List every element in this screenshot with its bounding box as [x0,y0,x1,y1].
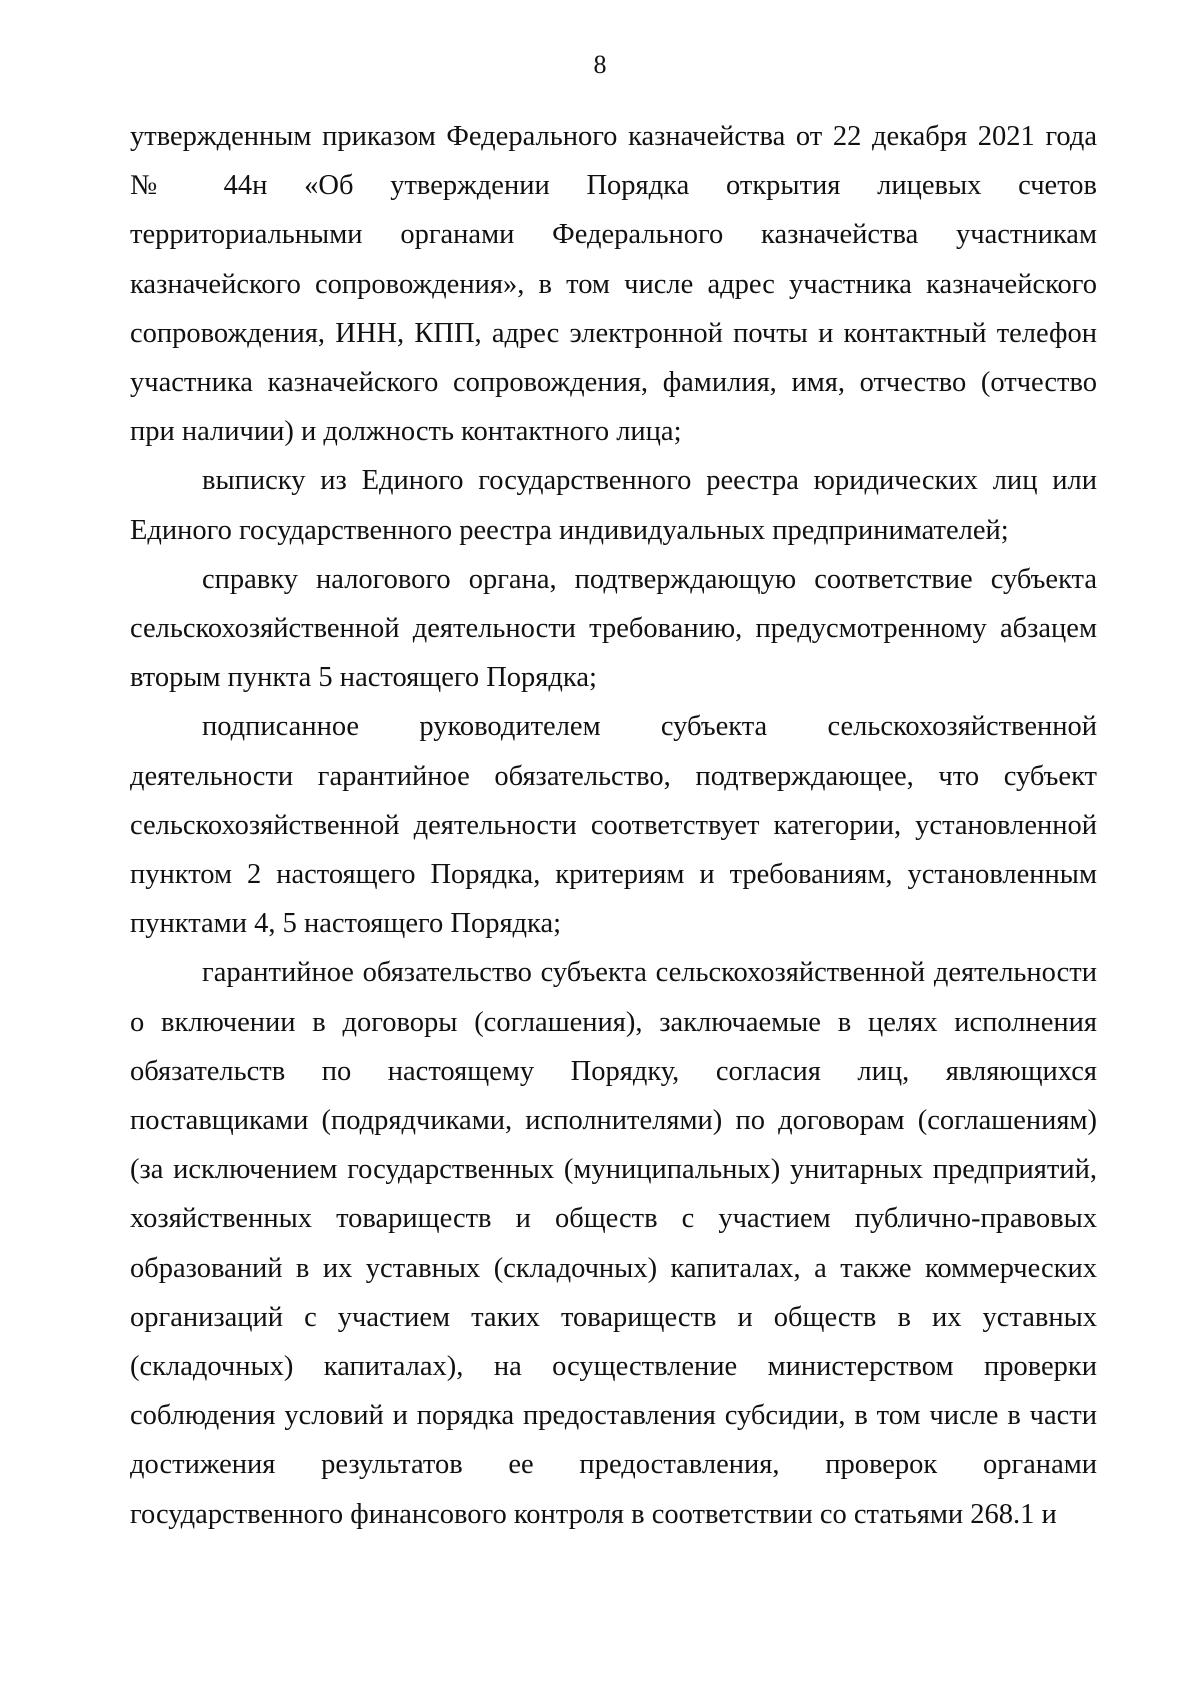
paragraph-guarantee-inclusion: гарантийное обязательство субъекта сельскохозяйственной деятельности о включении в договоры (соглашения), заключаемые в целях исполнения обязательств по настоящему Порядку, согласия лиц, являющихся поставщиками (подрядчиками, исполнителями) по договорам (соглашениям) (за исключением государственных (муниципальных) унитарных предприятий, хозяйственных товариществ и обществ с участием публично-правовых образований в их уставных (складочных) капиталах, а также коммерческих организаций с участием таких товариществ и обществ в их уставных (складочных) капиталах), на осуществление министерством проверки соблюдения условий и порядка предоставления субсидии, в том числе в части достижения результатов ее предоставления, проверок органами государственного финансового контроля в соответствии со статьями 268.1 и [130,957,1097,1530]
paragraph-account-opening-details: утвержденным приказом Федерального казначейства от 22 декабря 2021 года № 44н «Об утверждении Порядка открытия лицевых счетов территориальными органами Федерального казначейства участникам казначейского сопровождения», в том числе адрес участника казначейского сопровождения, ИНН, КПП, адрес электронной почты и контактный телефон участника казначейского сопровождения, фамилия, имя, отчество (отчество при наличии) и должность контактного лица; [130,121,1097,448]
paragraph-registry-extract: выписку из Единого государственного реестра юридических лиц или Единого государственного реестра индивидуальных предпринимателей; [130,465,1097,546]
paragraph-tax-certificate: справку налогового органа, подтверждающую соответствие субъекта сельскохозяйственной деятельности требованию, предусмотренному абзацем вторым пункта 5 настоящего Порядка; [130,563,1097,694]
paragraph-signed-guarantee: подписанное руководителем субъекта сельскохозяйственной деятельности гарантийное обязательство, подтверждающее, что субъект сельскохозяйственной деятельности соответствует категории, установленной пунктом 2 настоящего Порядка, критериям и требованиям, установленным пунктами 4, 5 настоящего Порядка; [130,711,1097,940]
page-number: 8 [593,50,607,79]
document-body [130,112,1097,1539]
